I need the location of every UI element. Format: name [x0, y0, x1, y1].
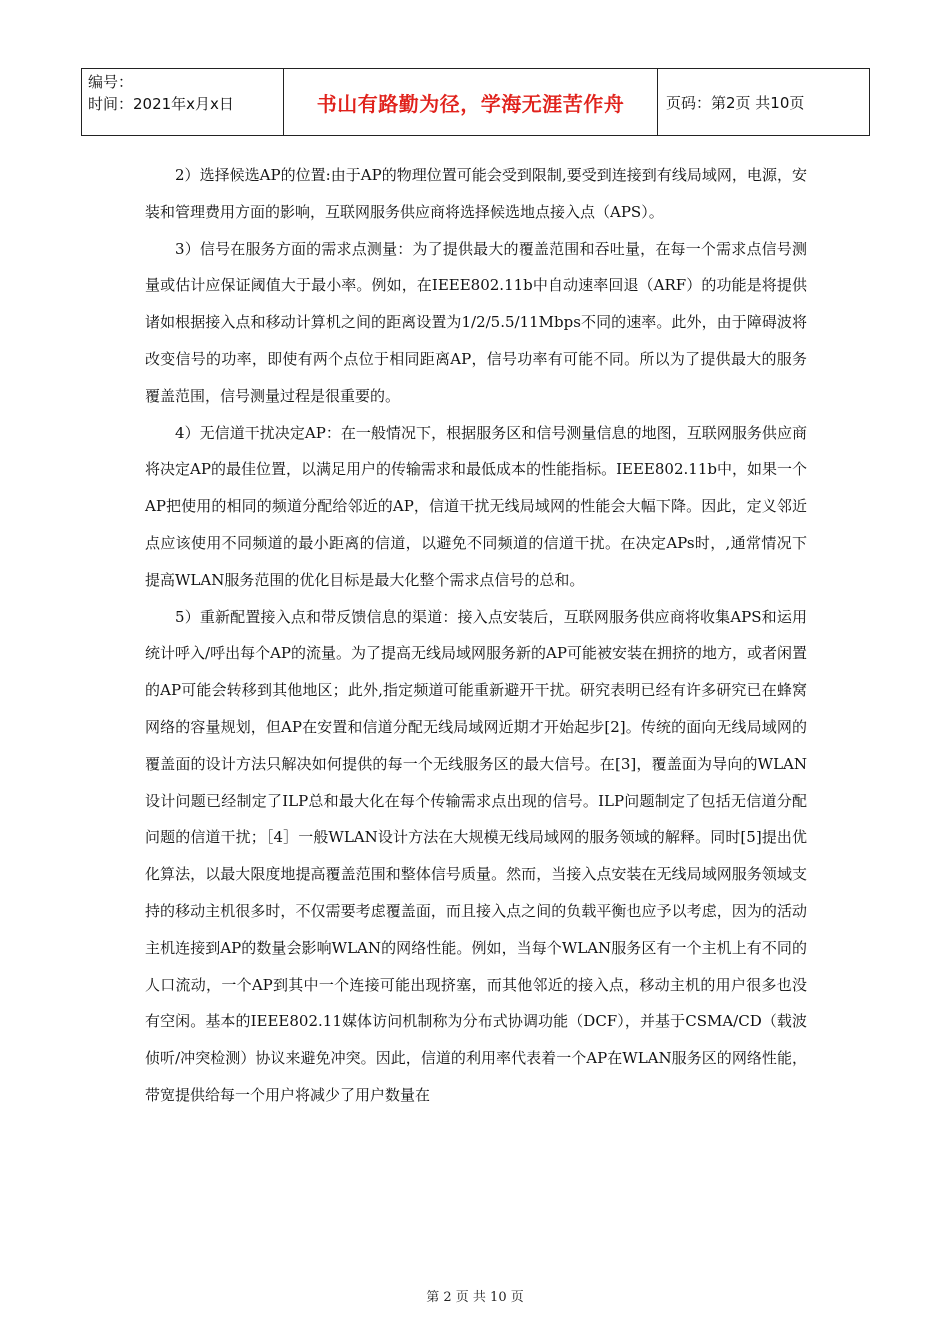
paragraph-2: 2）选择候选AP的位置:由于AP的物理位置可能会受到限制,要受到连接到有线局域网，电源，安装和管理费用方面的影响，互联网服务供应商将选择候选地点接入点（APS）。	[145, 166, 807, 221]
paragraph-3: 3）信号在服务方面的需求点测量：为了提供最大的覆盖范围和吞吐量，在每一个需求点信号测量或估计应保证阈值大于最小率。例如，在IEEE802.11b中自动速率回退（ARF）的功能是将提供诸如根据接入点和移动计算机之间的距离设置为1/2/5.5/11Mbps不同的速率。此外，由于障碍波将改变信号的功率，即使有两个点位于相同距离AP，信号功率有可能不同。所以为了提供最大的服务覆盖范围，信号测量过程是很重要的。	[145, 239, 807, 405]
paragraph-5: 5）重新配置接入点和带反馈信息的渠道：接入点安装后，互联网服务供应商将收集APS和运用统计呼入/呼出每个AP的流量。为了提高无线局域网服务新的AP可能被安装在拥挤的地方，或者闲置的AP可能会转移到其他地区；此外,指定频道可能重新避开干扰。研究表明已经有许多研究已在蜂窝网络的容量规划，但AP在安置和信道分配无线局域网近期才开始起步[2]。传统的面向无线局域网的覆盖面的设计方法只解决如何提供的每一个无线服务区的最大信号。在[3]，覆盖面为导向的WLAN设计问题已经制定了ILP总和最大化在每个传输需求点出现的信号。ILP问题制定了包括无信道分配问题的信道干扰；［4］一般WLAN设计方法在大规模无线局域网的服务领域的解释。同时[5]提出优化算法，以最大限度地提高覆盖范围和整体信号质量。然而，当接入点安装在无线局域网服务领域支持的移动主机很多时，不仅需要考虑覆盖面，而且接入点之间的负载平衡也应予以考虑，因为的活动主机连接到AP的数量会影响WLAN的网络性能。例如，当每个WLAN服务区有一个主机上有不同的人口流动，一个AP到其中一个连接可能出现挤塞，而其他邻近的接入点，移动主机的用户很多也没有空闲。基本的IEEE802.11媒体访问机制称为分布式协调功能（DCF），并基于CSMA/CD（载波侦听/冲突检测）协议来避免冲突。因此，信道的利用率代表着一个AP在WLAN服务区的网络性能，带宽提供给每一个用户将减少了用户数量在	[145, 607, 807, 1104]
document-body	[145, 157, 807, 1114]
header-meta	[82, 69, 284, 135]
header-motto: 书山有路勤为径，学海无涯苦作舟	[284, 69, 658, 135]
paragraph-4: 4）无信道干扰决定AP：在一般情况下，根据服务区和信号测量信息的地图，互联网服务供应商将决定AP的最佳位置，以满足用户的传输需求和最低成本的性能指标。IEEE802.11b中，如果一个AP把使用的相同的频道分配给邻近的AP，信道干扰无线局域网的性能会大幅下降。因此，定义邻近点应该使用不同频道的最小距离的信道，以避免不同频道的信道干扰。在决定APs时，,通常情况下提高WLAN服务范围的优化目标是最大化整个需求点信号的总和。	[145, 423, 807, 589]
header-page-info: 页码：第2页 共10页	[666, 93, 805, 112]
page-footer: 第 2 页 共 10 页	[426, 1290, 524, 1305]
number-label: 编号：	[88, 73, 134, 91]
header-table	[81, 68, 870, 136]
time-label: 时间：2021年x月x日	[88, 95, 234, 113]
